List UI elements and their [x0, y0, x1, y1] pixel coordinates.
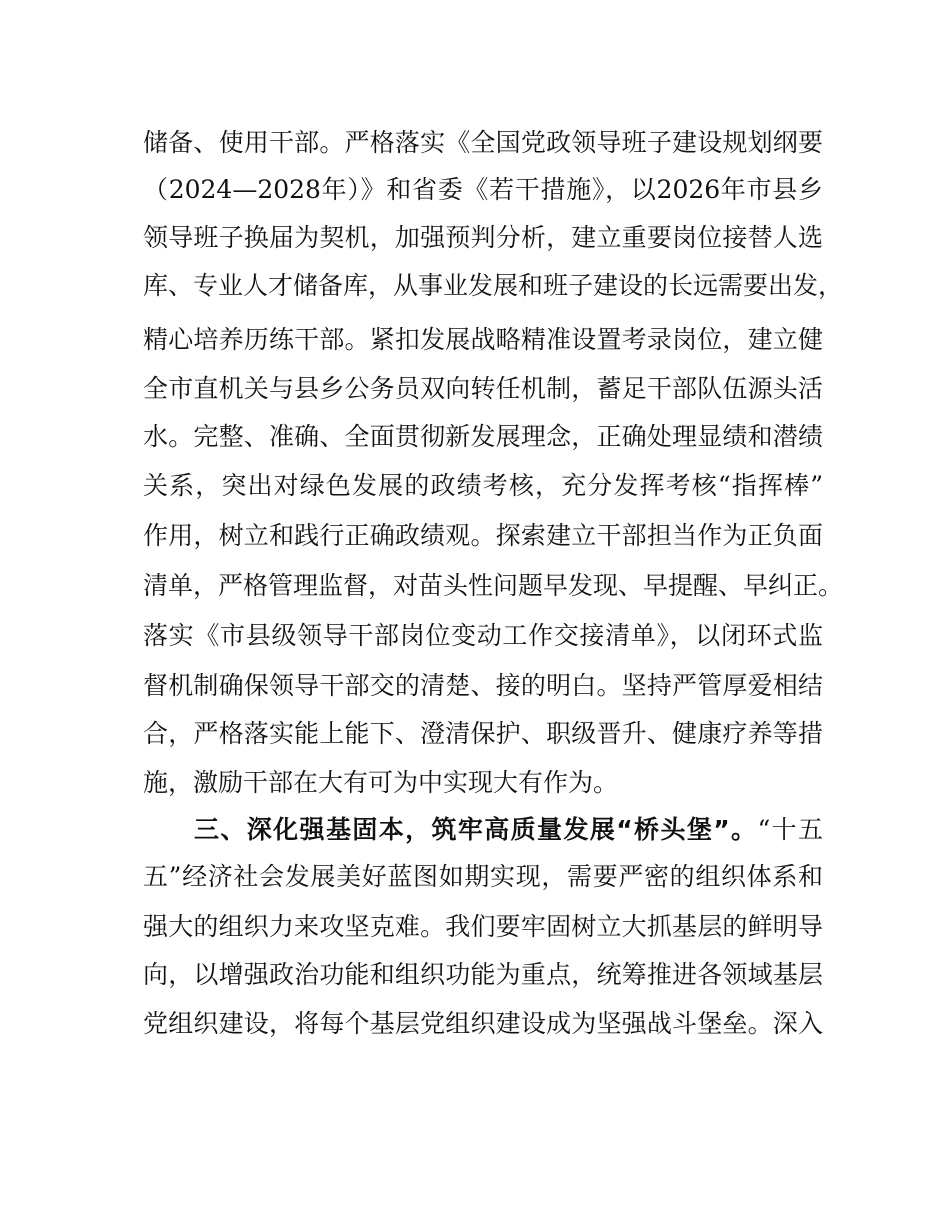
text-line: 督机制确保领导干部交的清楚、接的明白。坚持严管厚爱相结 [143, 671, 823, 700]
text-line: 关系，突出对绿色发展的政绩考核，充分发挥考核“指挥棒” [143, 471, 823, 500]
text-line: 施，激励干部在大有可为中实现大有作为。 [143, 768, 619, 797]
text-line: 库、专业人才储备库，从事业发展和班子建设的长远需要出发， [143, 271, 844, 300]
text-line: 全市直机关与县乡公务员双向转任机制，蓄足干部队伍源头活 [143, 374, 823, 403]
text-span: “十五 [757, 815, 823, 844]
text-line: 作用，树立和践行正确政绩观。探索建立干部担当作为正负面 [143, 521, 823, 550]
text-line: 精心培养历练干部。紧扣发展战略精准设置考录岗位，建立健 [143, 325, 823, 354]
text-line: （2024—2028年）》和省委《若干措施》，以2026年市县乡 [143, 175, 823, 204]
text-line: 合，严格落实能上能下、澄清保护、职级晋升、健康疗养等措 [143, 719, 823, 748]
text-line: 领导班子换届为契机，加强预判分析，建立重要岗位接替人选 [143, 223, 823, 252]
text-line: 储备、使用干部。严格落实《全国党政领导班子建设规划纲要 [143, 128, 823, 157]
section-heading: 三、深化强基固本，筑牢高质量发展“桥头堡”。 [194, 815, 758, 844]
text-line: 向，以增强政治功能和组织功能为重点，统筹推进各领域基层 [143, 960, 823, 989]
text-line: 党组织建设，将每个基层党组织建设成为坚强战斗堡垒。深入 [143, 1009, 823, 1038]
text-line: 水。完整、准确、全面贯彻新发展理念，正确处理显绩和潜绩 [143, 422, 823, 451]
text-line: 落实《市县级领导干部岗位变动工作交接清单》，以闭环式监 [143, 621, 823, 650]
text-line: 强大的组织力来攻坚克难。我们要牢固树立大抓基层的鲜明导 [143, 912, 823, 941]
text-line: 清单，严格管理监督，对苗头性问题早发现、早提醒、早纠正。 [143, 571, 844, 600]
heading-line [194, 813, 823, 847]
text-line: 五”经济社会发展美好蓝图如期实现，需要严密的组织体系和 [143, 862, 823, 891]
